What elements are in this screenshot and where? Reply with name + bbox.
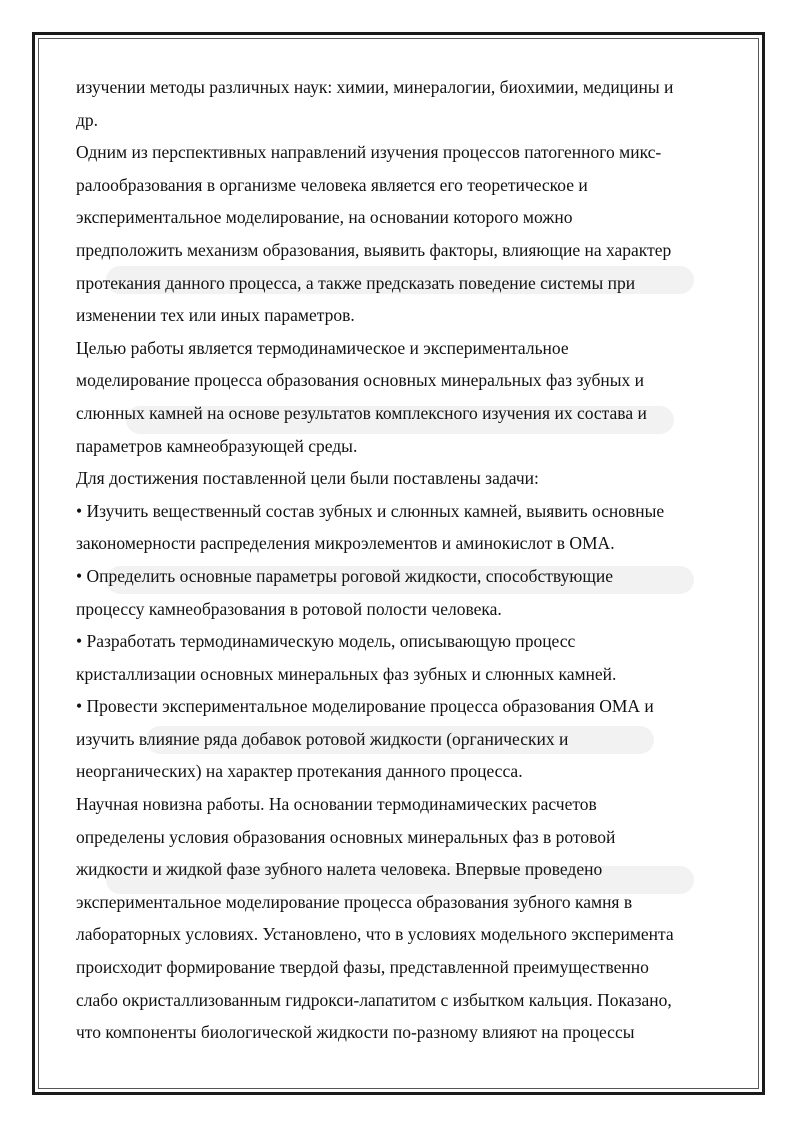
text-line: изучении методы различных наук: химии, минералогии, биохимии, медицины и [76, 77, 674, 97]
text-line: Для достижения поставленной цели были поставлены задачи: [76, 468, 539, 489]
text-line: Целью работы является термодинамическое и экспериментальное [76, 337, 569, 358]
bullet-item: • Определить основные параметры роговой жидкости, способствующие [76, 565, 613, 586]
text-line: слабо окристаллизованным гидрокси-лапатитом с избытком кальция. Показано, [76, 989, 672, 1010]
text-line: кристаллизации основных минеральных фаз зубных и слюнных камней. [76, 663, 617, 684]
text-line: экспериментальное моделирование, на основании которого можно [76, 207, 573, 228]
text-line: параметров камнеобразующей среды. [76, 435, 358, 456]
text-line: процессу камнеобразования в ротовой полости человека. [76, 598, 502, 619]
text-line: определены условия образования основных минеральных фаз в ротовой [76, 826, 616, 847]
text-line: изменении тех или иных параметров. [76, 305, 355, 326]
text-line: неорганических) на характер протекания данного процесса. [76, 761, 523, 782]
text-line: жидкости и жидкой фазе зубного налета человека. Впервые проведено [76, 859, 603, 880]
bullet-item: • Разработать термодинамическую модель, описывающую процесс [76, 631, 576, 652]
text-line: экспериментальное моделирование процесса образования зубного камня в [76, 891, 633, 912]
document-body [76, 71, 726, 1049]
text-line: др. [76, 109, 99, 130]
text-line: лабораторных условиях. Установлено, что в условиях модельного эксперимента [76, 924, 674, 945]
text-line: моделирование процесса образования основных минеральных фаз зубных и [76, 370, 645, 391]
text-line: Научная новизна работы. На основании термодинамических расчетов [76, 794, 597, 815]
text-line: предположить механизм образования, выявить факторы, влияющие на характер [76, 239, 672, 260]
text-line: что компоненты биологической жидкости по-разному влияют на процессы [76, 1022, 635, 1043]
text-line: происходит формирование твердой фазы, представленной преимущественно [76, 957, 649, 978]
bullet-item: • Изучить вещественный состав зубных и слюнных камней, выявить основные [76, 500, 665, 521]
bullet-item: • Провести экспериментальное моделирование процесса образования ОМА и [76, 696, 654, 717]
text-line: изучить влияние ряда добавок ротовой жидкости (органических и [76, 728, 569, 749]
text-line: ралообразования в организме человека является его теоретическое и [76, 174, 588, 195]
text-line: протекания данного процесса, а также предсказать поведение системы при [76, 272, 636, 293]
text-line: слюнных камней на основе результатов комплексного изучения их состава и [76, 402, 647, 423]
text-line: закономерности распределения микроэлементов и аминокислот в ОМА. [76, 533, 615, 554]
text-line: Одним из перспективных направлений изучения процессов патогенного микс- [76, 142, 662, 163]
